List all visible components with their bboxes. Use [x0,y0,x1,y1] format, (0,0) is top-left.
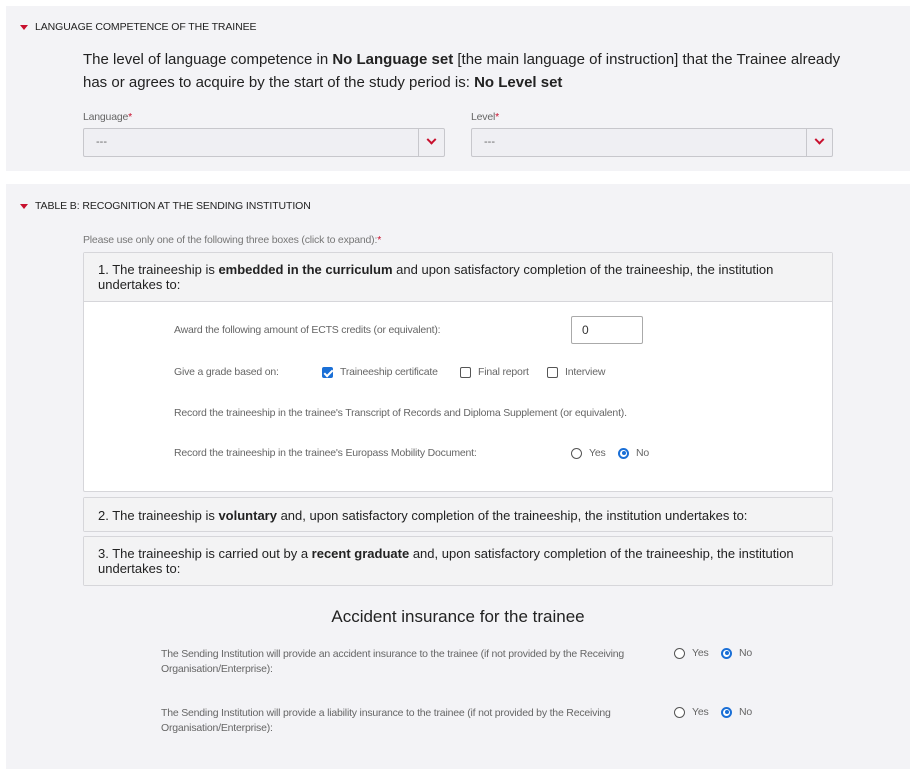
checkbox-final-report[interactable]: Final report [460,366,529,378]
language-section-title: LANGUAGE COMPETENCE OF THE TRAINEE [35,21,257,33]
table-b-section [6,184,910,769]
language-section-toggle[interactable] [20,21,256,33]
language-label: Language* [83,111,133,123]
europass-no-radio[interactable]: No [618,447,649,459]
language-select-value: --- [96,136,107,148]
chevron-down-icon[interactable] [418,129,444,156]
radio-icon[interactable] [674,707,685,718]
checkbox-icon[interactable] [547,367,558,378]
language-placeholder: No Language set [332,51,454,68]
insurance-title: Accident insurance for the trainee [331,607,585,626]
radio-selected-icon[interactable] [618,448,629,459]
box-3-header[interactable]: 3. The traineeship is carried out by a recent graduate and, upon satisfactory completion of the traineeship, the institution undertakes to: [84,537,832,585]
accident-yes-radio[interactable]: Yes [674,647,709,659]
level-placeholder: No Level set [474,74,563,91]
liability-insurance-label: The Sending Institution will provide a liability insurance to the trainee (if not provided by the Receiving Organisation/Enterprise): [161,707,611,734]
language-select[interactable] [83,128,445,157]
caret-down-icon [20,204,28,209]
box-voluntary[interactable] [83,497,833,532]
checkbox-icon[interactable] [460,367,471,378]
caret-down-icon [20,25,28,30]
radio-icon[interactable] [674,648,685,659]
checkbox-interview[interactable]: Interview [547,366,605,378]
table-b-title: TABLE B: RECOGNITION AT THE SENDING INSTITUTION [35,200,311,212]
level-label: Level* [471,111,499,123]
checkbox-traineeship-certificate[interactable]: Traineeship certificate [322,366,438,378]
language-competence-section [6,6,910,171]
box-2-header[interactable]: 2. The traineeship is voluntary and, upon satisfactory completion of the traineeship, the institution undertakes to: [84,498,832,531]
chevron-down-icon[interactable] [806,129,832,156]
box-1-header[interactable]: 1. The traineeship is embedded in the curriculum and upon satisfactory completion of the traineeship, the institution undertakes to: [84,253,832,302]
boxes-hint: Please use only one of the following three boxes (click to expand):* [83,234,382,246]
box-embedded-curriculum [83,252,833,492]
box-recent-graduate[interactable] [83,536,833,586]
level-select-value: --- [484,136,495,148]
accident-no-radio[interactable]: No [721,647,752,659]
ects-credits-input[interactable]: 0 [571,316,643,344]
europass-label: Record the traineeship in the trainee's Europass Mobility Document: [174,447,477,459]
table-b-toggle[interactable] [20,200,311,212]
radio-selected-icon[interactable] [721,707,732,718]
accident-insurance-label: The Sending Institution will provide an accident insurance to the trainee (if not provided by the Receiving Organisation/Enterprise): [161,648,625,675]
language-lead-text: The level of language competence in No Language set [the main language of instruction] that the Trainee already has or agrees to acquire by the start of the study period is: No Level set [83,51,841,91]
transcript-text: Record the traineeship in the trainee's Transcript of Records and Diploma Supplement (or equivalent). [174,407,627,419]
level-select[interactable] [471,128,833,157]
liability-yes-radio[interactable]: Yes [674,706,709,718]
checkbox-checked-icon[interactable] [322,367,333,378]
europass-yes-radio[interactable]: Yes [571,447,606,459]
ects-label: Award the following amount of ECTS credits (or equivalent): [174,324,441,336]
liability-no-radio[interactable]: No [721,706,752,718]
radio-icon[interactable] [571,448,582,459]
grade-label: Give a grade based on: [174,366,279,378]
radio-selected-icon[interactable] [721,648,732,659]
